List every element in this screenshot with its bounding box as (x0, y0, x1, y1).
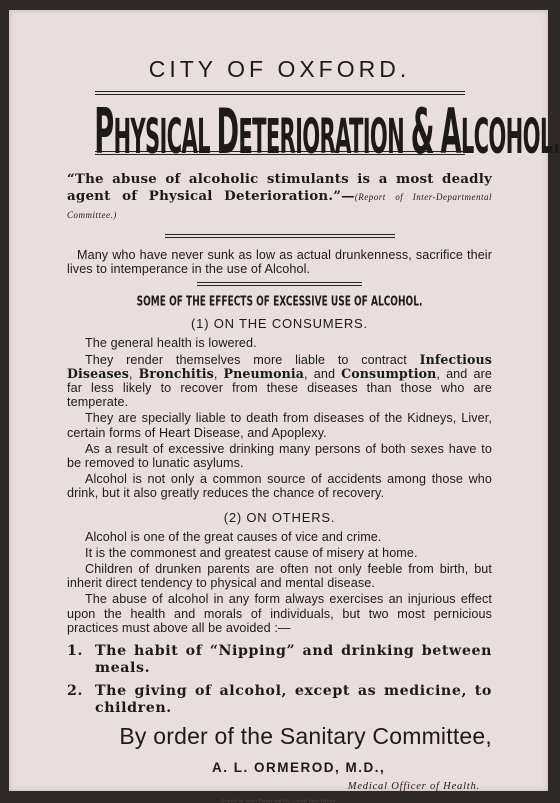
disease-infectious: Infectious Diseases (67, 351, 492, 381)
headline-cap-2: D (216, 97, 239, 169)
disease-bronchitis: Bronchitis (138, 365, 214, 381)
headline-cap-3: A (440, 97, 461, 169)
consumers-para-4: As a result of excessive drinking many persons of both sexes have to be removed to lunatic asylums. (67, 441, 492, 471)
others-para-1: Alcohol is one of the great causes of vice and crime. (85, 529, 382, 544)
rule-under-intro (197, 282, 362, 286)
headline-word-3: LCOHOL. (460, 109, 560, 166)
effects-heading: SOME OF THE EFFECTS OF EXCESSIVE USE OF ALCOHOL. (136, 294, 423, 310)
consumers-para-2-start: They render themselves more liable to contract (85, 352, 420, 367)
headline-ampersand: & (410, 97, 434, 169)
practice-text: The habit of “Nipping” and drinking between meals. (95, 643, 492, 676)
others-para-3: Children of drunken parents are often not only feeble from birth, but inherit direct tendency to physical and mental disease. (67, 562, 492, 591)
consumers-para-1: The general health is lowered. (85, 336, 257, 351)
consumers-para-2 (67, 353, 492, 410)
practice-text: The giving of alcohol, except as medicine, to children. (95, 683, 492, 716)
committee-quote (67, 171, 492, 224)
consumers-para-3: They are specially liable to death from diseases of the Kidneys, Liver, certain forms of Heart Disease, and Apoplexy. (67, 411, 492, 440)
section-consumers-heading: (1) ON THE CONSUMERS. (191, 316, 368, 332)
printer-imprint: Printed by James Parker and Co., Crown Yard, Oxford. (222, 798, 337, 803)
practice-number: 1. (67, 643, 84, 660)
sep-2: , (213, 366, 224, 381)
headline-word-2: ETERIORATION (238, 109, 405, 166)
intro-paragraph: Many who have never sunk as low as actual drunkenness, sacrifice their lives to intemperance in the use of Alcohol. (67, 248, 492, 277)
disease-consumption: Consumption (341, 365, 437, 381)
disease-pneumonia: Pneumonia (223, 365, 305, 381)
practice-item (67, 643, 492, 676)
section-others-heading: (2) ON OTHERS. (223, 509, 336, 525)
headline-word-1: HYSICAL (113, 109, 210, 166)
practice-number: 2. (67, 683, 84, 700)
quote-reference: (Report of Inter-Departmental Committee.) (67, 192, 493, 220)
practices-list (67, 643, 492, 716)
others-para-2: It is the commonest and greatest cause of misery at home. (85, 545, 418, 560)
rule-under-quote (165, 234, 395, 238)
headline-cap-1: P (94, 97, 114, 169)
sep-3: , and (304, 366, 342, 381)
rule-top (95, 91, 465, 95)
quote-text: “The abuse of alcoholic stimulants is a most deadly agent of Physical Deterioration.”— (67, 171, 492, 204)
city-title: CITY OF OXFORD. (148, 56, 411, 82)
signer-title: Medical Officer of Health. (347, 781, 480, 793)
order-line: By order of the Sanitary Committee, (119, 723, 492, 750)
headline (94, 97, 560, 171)
practice-item (67, 683, 492, 716)
consumers-para-2-end: , and are far less likely to recover from these diseases than those who are temperate. (67, 366, 492, 410)
poster (9, 10, 560, 803)
sep-1: , (128, 366, 139, 381)
others-para-4: The abuse of alcohol in any form always exercises an injurious effect upon the health and morals of individuals, but two most pernicious practices must above all be avoided :— (67, 592, 492, 635)
consumers-para-5: Alcohol is not only a common source of accidents among those who drink, but it also greatly reduces the chance of recovery. (67, 472, 492, 501)
signer-name: A. L. ORMEROD, M.D., (212, 760, 386, 776)
